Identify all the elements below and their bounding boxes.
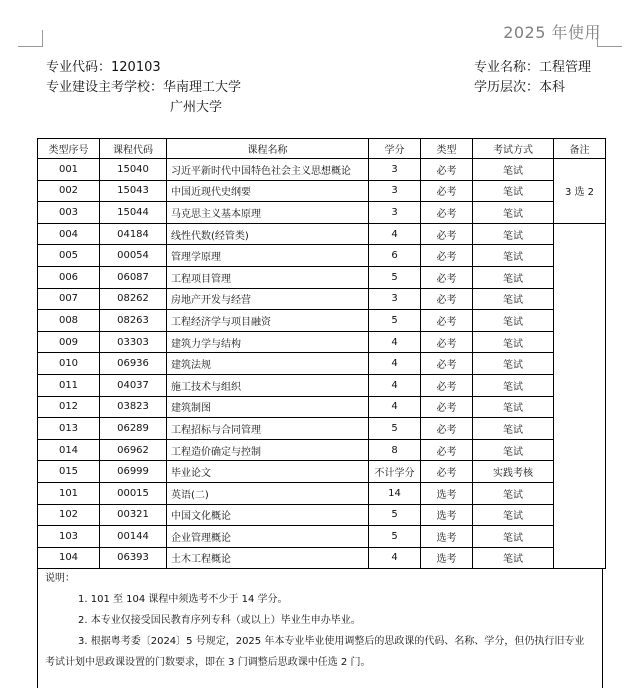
cell-type: 必考: [421, 180, 473, 202]
cell-credit: 14: [369, 482, 421, 504]
cell-credit: 8: [369, 439, 421, 461]
cell-type: 选考: [421, 482, 473, 504]
cell-course-name: 建筑制图: [167, 396, 369, 418]
cell-code: 15044: [100, 202, 167, 224]
cell-course-name: 建筑法规: [167, 353, 369, 375]
cell-exam: 笔试: [473, 418, 554, 440]
cell-exam: 笔试: [473, 223, 554, 245]
cell-course-name: 企业管理概论: [167, 526, 369, 548]
cell-seq: 003: [38, 202, 100, 224]
cell-type: 必考: [421, 353, 473, 375]
cell-exam: 笔试: [473, 180, 554, 202]
cell-seq: 011: [38, 374, 100, 396]
crop-mark-right-h: [597, 46, 622, 47]
cell-exam: 笔试: [473, 310, 554, 332]
cell-credit: 6: [369, 245, 421, 267]
cell-credit: 5: [369, 310, 421, 332]
cell-seq: 005: [38, 245, 100, 267]
cell-credit: 4: [369, 374, 421, 396]
table-body: [38, 159, 606, 569]
table-row: [38, 504, 606, 526]
cell-code: 04184: [100, 223, 167, 245]
table-row: [38, 461, 606, 483]
col-header-code: 课程代码: [100, 139, 167, 159]
cell-course-name: 土木工程概论: [167, 547, 369, 569]
cell-course-name: 工程经济学与项目融资: [167, 310, 369, 332]
cell-code: 06393: [100, 547, 167, 569]
cell-code: 06936: [100, 353, 167, 375]
cell-remark: 3 选 2: [554, 159, 606, 224]
cell-credit: 3: [369, 288, 421, 310]
table-row: [38, 288, 606, 310]
cell-credit: 4: [369, 547, 421, 569]
cell-code: 06962: [100, 439, 167, 461]
col-header-type: 类型: [421, 139, 473, 159]
cell-exam: 笔试: [473, 547, 554, 569]
header-right: [474, 58, 591, 98]
cell-code: 00144: [100, 526, 167, 548]
cell-seq: 004: [38, 223, 100, 245]
table-row: [38, 526, 606, 548]
crop-mark-left-v: [42, 30, 43, 47]
cell-course-name: 房地产开发与经营: [167, 288, 369, 310]
table-row: [38, 374, 606, 396]
cell-seq: 104: [38, 547, 100, 569]
table-row: [38, 202, 606, 224]
cell-credit: 3: [369, 202, 421, 224]
crop-mark-left-h: [18, 46, 43, 47]
cell-code: 15043: [100, 180, 167, 202]
cell-type: 必考: [421, 461, 473, 483]
cell-code: 00054: [100, 245, 167, 267]
cell-credit: 3: [369, 180, 421, 202]
cell-type: 必考: [421, 331, 473, 353]
cell-exam: 笔试: [473, 159, 554, 181]
cell-course-name: 工程造价确定与控制: [167, 439, 369, 461]
table-row: [38, 223, 606, 245]
table-row: [38, 180, 606, 202]
table-row: [38, 396, 606, 418]
table-row: [38, 310, 606, 332]
host-school: [46, 78, 241, 98]
cell-code: 00015: [100, 482, 167, 504]
cell-exam: 笔试: [473, 439, 554, 461]
table-row: [38, 331, 606, 353]
cell-course-name: 毕业论文: [167, 461, 369, 483]
col-header-exam: 考试方式: [473, 139, 554, 159]
year-label: 2025 年使用: [503, 23, 601, 42]
header-left: [46, 58, 241, 118]
cell-code: 03823: [100, 396, 167, 418]
cell-exam: 笔试: [473, 353, 554, 375]
major-code-label: 专业代码：: [46, 60, 112, 75]
cell-course-name: 管理学原理: [167, 245, 369, 267]
cell-seq: 006: [38, 266, 100, 288]
table-row: [38, 159, 606, 181]
col-header-name: 课程名称: [167, 139, 369, 159]
major-name: [474, 58, 591, 78]
cell-credit: 5: [369, 418, 421, 440]
note-item-1: 1. 101 至 104 课程中须选考不少于 14 学分。: [78, 594, 288, 605]
cell-type: 必考: [421, 223, 473, 245]
cell-course-name: 工程项目管理: [167, 266, 369, 288]
cell-type: 必考: [421, 310, 473, 332]
note-item-3-continued: 考试计划中思政课设置的门数要求，即在 3 门调整后思政课中任选 2 门。: [45, 657, 371, 668]
cell-code: 08262: [100, 288, 167, 310]
cell-course-name: 习近平新时代中国特色社会主义思想概论: [167, 159, 369, 181]
table-row: [38, 353, 606, 375]
cell-credit: 4: [369, 223, 421, 245]
cell-type: 必考: [421, 439, 473, 461]
table-row: [38, 418, 606, 440]
table-row: [38, 245, 606, 267]
degree-level-label: 学历层次：: [474, 80, 540, 95]
course-table: [37, 138, 606, 569]
cell-code: 06289: [100, 418, 167, 440]
cell-type: 选考: [421, 504, 473, 526]
cell-type: 必考: [421, 396, 473, 418]
cell-credit: 4: [369, 396, 421, 418]
host-school-2: 广州大学: [170, 100, 223, 115]
cell-code: 00321: [100, 504, 167, 526]
major-name-label: 专业名称：: [474, 60, 540, 75]
cell-course-name: 施工技术与组织: [167, 374, 369, 396]
cell-seq: 012: [38, 396, 100, 418]
cell-type: 必考: [421, 159, 473, 181]
cell-credit: 5: [369, 266, 421, 288]
cell-exam: 笔试: [473, 288, 554, 310]
cell-credit: 不计学分: [369, 461, 421, 483]
note-item-3: 3. 根据粤考委〔2024〕5 号规定，2025 年本专业毕业使用调整后的思政课的代码、名称、学分，但仍执行旧专业: [78, 636, 585, 647]
cell-type: 必考: [421, 288, 473, 310]
host-school-label: 专业建设主考学校：: [46, 80, 164, 95]
cell-seq: 001: [38, 159, 100, 181]
cell-type: 必考: [421, 245, 473, 267]
cell-exam: 实践考核: [473, 461, 554, 483]
cell-course-name: 英语(二): [167, 482, 369, 504]
cell-seq: 014: [38, 439, 100, 461]
cell-exam: 笔试: [473, 504, 554, 526]
cell-seq: 102: [38, 504, 100, 526]
cell-course-name: 中国近现代史纲要: [167, 180, 369, 202]
host-school-1: 华南理工大学: [163, 80, 242, 95]
degree-level-value: 本科: [539, 80, 566, 95]
host-school-row-2: [46, 98, 241, 118]
col-header-seq: 类型序号: [38, 139, 100, 159]
notes-section: [37, 568, 603, 688]
col-header-remark: 备注: [554, 139, 606, 159]
cell-exam: 笔试: [473, 202, 554, 224]
table-row: [38, 482, 606, 504]
cell-code: 03303: [100, 331, 167, 353]
cell-course-name: 建筑力学与结构: [167, 331, 369, 353]
note-item-2: 2. 本专业仅接受国民教育序列专科（或以上）毕业生申办毕业。: [78, 615, 361, 626]
cell-credit: 4: [369, 353, 421, 375]
cell-exam: 笔试: [473, 331, 554, 353]
major-code: [46, 58, 241, 78]
cell-course-name: 马克思主义基本原理: [167, 202, 369, 224]
cell-credit: 4: [369, 331, 421, 353]
col-header-credit: 学分: [369, 139, 421, 159]
table-header-row: [38, 139, 606, 159]
notes-title: 说明：: [45, 573, 75, 584]
cell-code: 04037: [100, 374, 167, 396]
major-code-value: 120103: [111, 60, 161, 75]
cell-seq: 007: [38, 288, 100, 310]
cell-remark-empty: [554, 223, 606, 569]
cell-seq: 013: [38, 418, 100, 440]
cell-type: 必考: [421, 374, 473, 396]
cell-exam: 笔试: [473, 374, 554, 396]
cell-exam: 笔试: [473, 245, 554, 267]
cell-course-name: 中国文化概论: [167, 504, 369, 526]
cell-credit: 3: [369, 159, 421, 181]
table-row: [38, 439, 606, 461]
cell-exam: 笔试: [473, 482, 554, 504]
cell-credit: 5: [369, 526, 421, 548]
cell-seq: 009: [38, 331, 100, 353]
cell-credit: 5: [369, 504, 421, 526]
cell-seq: 008: [38, 310, 100, 332]
cell-type: 必考: [421, 202, 473, 224]
cell-exam: 笔试: [473, 396, 554, 418]
cell-course-name: 工程招标与合同管理: [167, 418, 369, 440]
major-name-value: 工程管理: [539, 60, 592, 75]
cell-seq: 010: [38, 353, 100, 375]
cell-course-name: 线性代数(经管类): [167, 223, 369, 245]
cell-exam: 笔试: [473, 526, 554, 548]
cell-type: 必考: [421, 266, 473, 288]
cell-seq: 103: [38, 526, 100, 548]
cell-code: 15040: [100, 159, 167, 181]
table-row: [38, 547, 606, 569]
cell-exam: 笔试: [473, 266, 554, 288]
cell-seq: 002: [38, 180, 100, 202]
degree-level: [474, 78, 591, 98]
cell-seq: 101: [38, 482, 100, 504]
cell-code: 06999: [100, 461, 167, 483]
cell-type: 选考: [421, 547, 473, 569]
cell-type: 必考: [421, 418, 473, 440]
table-row: [38, 266, 606, 288]
cell-seq: 015: [38, 461, 100, 483]
cell-code: 08263: [100, 310, 167, 332]
cell-type: 选考: [421, 526, 473, 548]
cell-code: 06087: [100, 266, 167, 288]
